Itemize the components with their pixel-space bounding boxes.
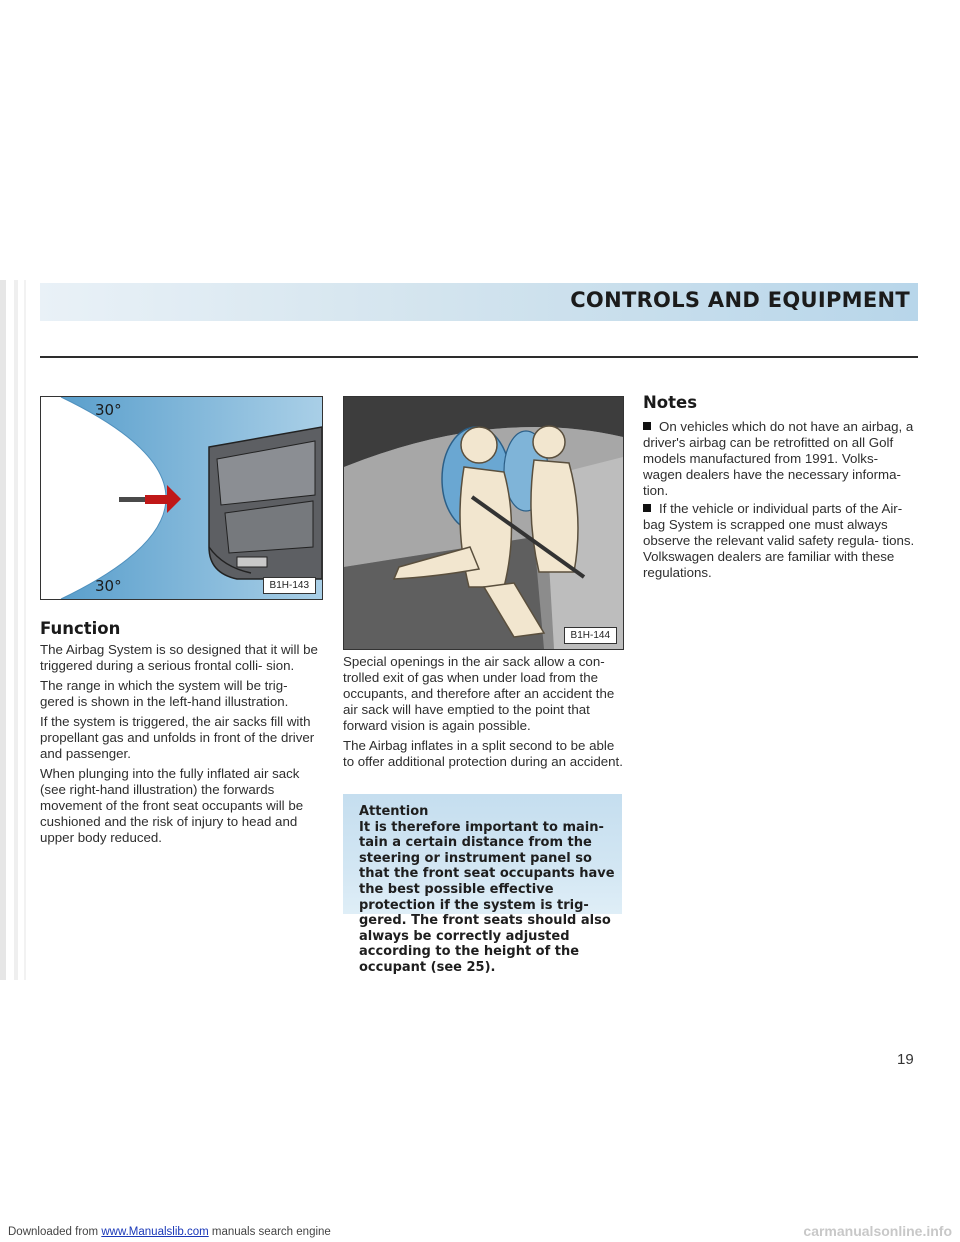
function-heading: Function (40, 619, 121, 638)
function-text (40, 642, 322, 846)
note-text: On vehicles which do not have an airbag, a driver's airbag can be retrofitted on all Golf models manufactured from 1991. Volks- wagen dealers have the necessary informa- tion. (643, 419, 914, 498)
attention-body: It is therefore important to main- tain a certain distance from the steering or instrument panel so that the front seat occupants have the best possible effective protection if the system is trig- gered. The front seats should also always be correctly adjusted according to the height of the occupant (see 25). (359, 819, 615, 975)
page-number: 19 (897, 1051, 914, 1068)
figure-code: B1H-143 (263, 577, 316, 594)
car-icon (209, 427, 322, 579)
bullet-square-icon (643, 422, 651, 430)
watermark: carmanualsonline.info (803, 1223, 952, 1239)
attention-box (343, 794, 622, 975)
airbag-deployed-drawing (344, 397, 623, 649)
header-rule (40, 356, 918, 358)
notes-heading: Notes (643, 393, 698, 412)
airbag-range-drawing (41, 397, 322, 599)
airsack-text (343, 654, 623, 770)
function-paragraph: When plunging into the fully inflated air sack (see right-hand illustration) the forwards movement of the front seat occupants will be cushioned and the risk of injury to head and upper body reduced. (40, 766, 304, 845)
note-item (643, 501, 918, 581)
footer-prefix: Downloaded from (8, 1226, 102, 1238)
note-text: If the vehicle or individual parts of the Air- bag System is scrapped one must always observe the relevant valid safety regula- tions. Volkswagen dealers are familiar with these regulations. (643, 501, 915, 580)
figure-code: B1H-144 (564, 627, 617, 644)
section-title: CONTROLS AND EQUIPMENT (570, 288, 910, 312)
body-paragraph: Special openings in the air sack allow a con- trolled exit of gas when under load from the occupants, and therefore after an accident the air sack will have emptied to the point that forward vision is again possible. (343, 654, 615, 733)
body-paragraph: The Airbag inflates in a split second to be able to offer additional protection during an accident. (343, 738, 623, 769)
function-paragraph: The range in which the system will be trig- gered is shown in the left-hand illustration. (40, 678, 289, 709)
airbag-deployed-illustration (343, 396, 624, 650)
footer-suffix: manuals search engine (208, 1226, 331, 1238)
attention-text (359, 804, 617, 976)
attention-title: Attention (359, 804, 429, 819)
note-item (643, 419, 918, 499)
bottom-angle-label: 30° (95, 577, 122, 595)
scan-edge-shading (0, 280, 40, 980)
airbag-range-illustration (40, 396, 323, 600)
footer-source (8, 1226, 331, 1238)
function-paragraph: If the system is triggered, the air sacks fill with propellant gas and unfolds in front of the driver and passenger. (40, 714, 315, 761)
download-footer (0, 1225, 960, 1242)
function-paragraph: The Airbag System is so designed that it will be triggered during a serious frontal colli- sion. (40, 642, 318, 673)
manualslib-link[interactable]: www.Manualslib.com (101, 1226, 209, 1238)
notes-list (643, 419, 918, 581)
bullet-square-icon (643, 504, 651, 512)
top-angle-label: 30° (95, 401, 122, 419)
